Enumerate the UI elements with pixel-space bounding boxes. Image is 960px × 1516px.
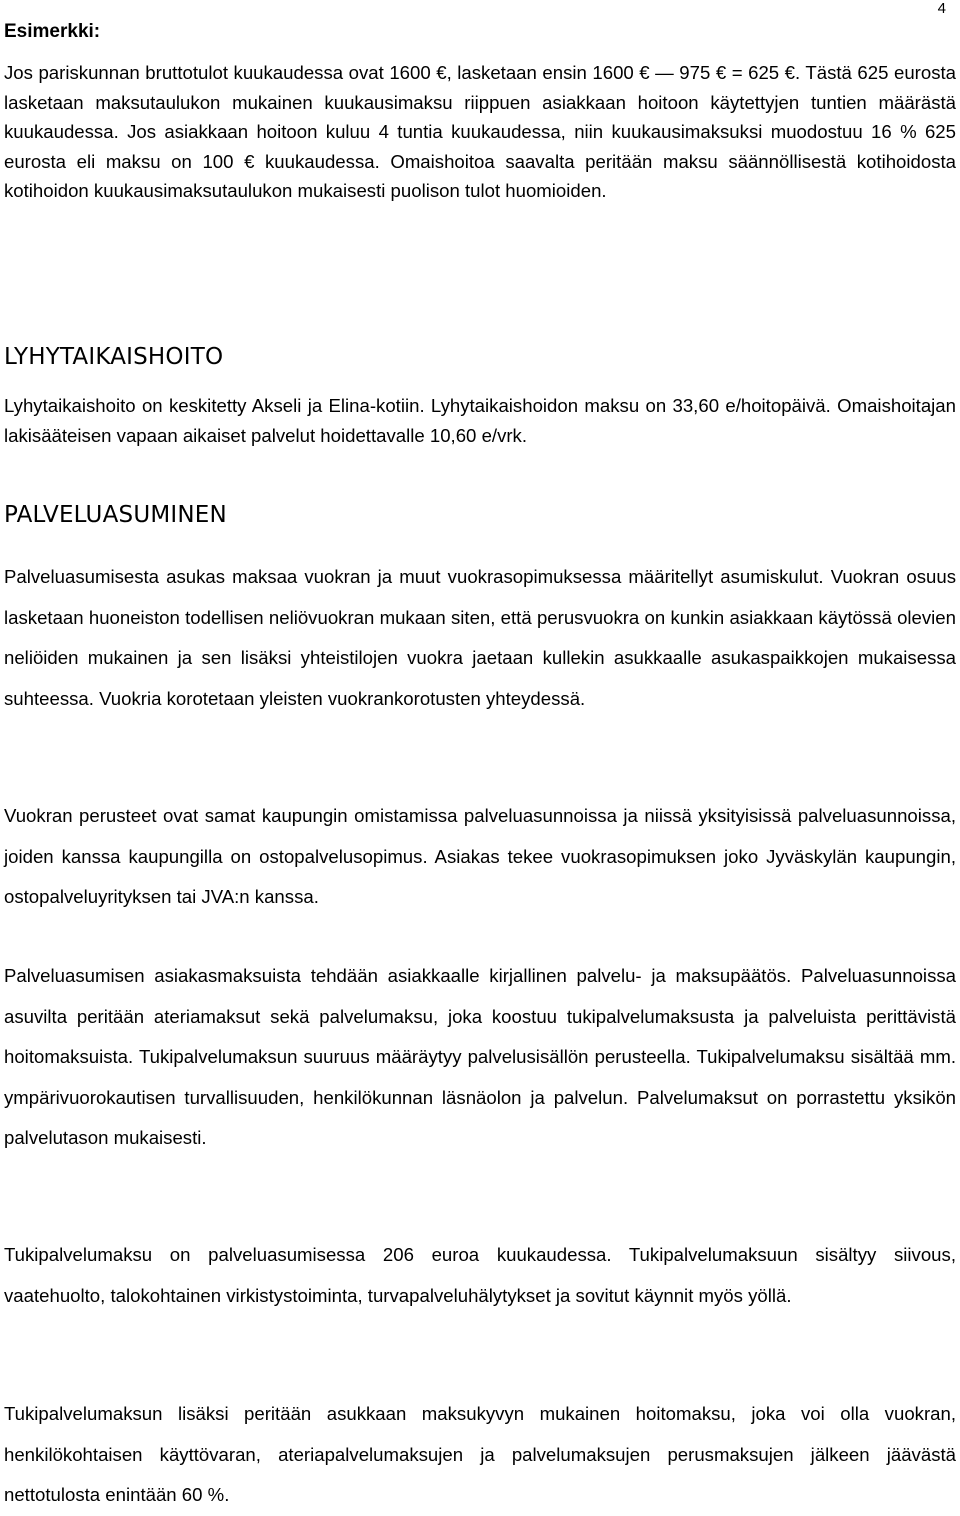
- service-housing-paragraph-2: Vuokran perusteet ovat samat kaupungin omistamissa palveluasunnoissa ja niissä yksityisissä palveluasunnoissa, joiden kanssa kaupungilla on ostopalvelusopimus. Asiakas tekee vuokrasopimuksen joko Jyväskylän kaupungin, ostopalveluyrityksen tai JVA:n kanssa.: [4, 805, 956, 908]
- service-housing-paragraph-1: Palveluasumisesta asukas maksaa vuokran ja muut vuokrasopimuksessa määritellyt asumiskulut. Vuokran osuus lasketaan huoneiston todellisen neliövuokran mukaan siten, että perusvuokra on kunkin asiakkaan käytössä olevien neliöiden mukainen ja sen lisäksi yhteistilojen vuokra jaetaan kullekin asukkaalle asukaspaikkojen mukaisessa suhteessa. Vuokria korotetaan yleisten vuokrankorotusten yhteydessä.: [4, 566, 956, 709]
- service-housing-paragraph-4: Tukipalvelumaksu on palveluasumisessa 206 euroa kuukaudessa. Tukipalvelumaksuun sisältyy siivous, vaatehuolto, talokohtainen virkistystoiminta, turvapalveluhälytykset ja sovitut käynnit myös yöllä.: [4, 1244, 956, 1306]
- short-term-care-heading: LYHYTAIKAISHOITO: [4, 344, 224, 370]
- page-number: 4: [937, 0, 946, 17]
- short-term-care-paragraph: Lyhytaikaishoito on keskitetty Akseli ja Elina-kotiin. Lyhytaikaishoidon maksu on 33,60 e/hoitopäivä. Omaishoitajan lakisääteisen vapaan aikaiset palvelut hoidettavalle 10,60 e/vrk.: [4, 395, 956, 446]
- service-housing-paragraph-3: Palveluasumisen asiakasmaksuista tehdään asiakkaalle kirjallinen palvelu- ja maksupäätös. Palveluasunnoissa asuvilta peritään ateriamaksut sekä palvelumaksu, joka koostuu tukipalvelumaksusta ja palveluista perittävistä hoitomaksuista. Tukipalvelumaksun suuruus määräytyy palvelusisällön perusteella. Tukipalvelumaksu sisältää mm. ympärivuorokautisen turvallisuuden, henkilökunnan läsnäolon ja palvelun. Palvelumaksut on porrastettu yksikön palvelutason mukaisesti.: [4, 965, 956, 1148]
- service-housing-paragraph-5: Tukipalvelumaksun lisäksi peritään asukkaan maksukyvyn mukainen hoitomaksu, joka voi olla vuokran, henkilökohtaisen käyttövaran, ateriapalvelumaksujen ja palvelumaksujen perusmaksujen jälkeen jäävästä nettotulosta enintään 60 %.: [4, 1403, 956, 1506]
- example-paragraph: Jos pariskunnan bruttotulot kuukaudessa ovat 1600 €, lasketaan ensin 1600 € — 975 € = 625 €. Tästä 625 eurosta lasketaan maksutaulukon mukainen kuukausimaksu riippuen asiakkaan hoitoon käytettyjen tuntien määrästä kuukaudessa. Jos asiakkaan hoitoon kuluu 4 tuntia kuukaudessa, niin kuukausimaksuksi muodostuu 16 % 625 eurosta eli maksu on 100 € kuukaudessa. Omaishoitoa saavalta peritään maksu säännöllisestä kotihoidosta kotihoidon kuukausimaksutaulukon mukaisesti puolison tulot huomioiden.: [4, 62, 956, 201]
- service-housing-heading: PALVELUASUMINEN: [4, 502, 227, 528]
- example-heading: Esimerkki:: [4, 21, 101, 42]
